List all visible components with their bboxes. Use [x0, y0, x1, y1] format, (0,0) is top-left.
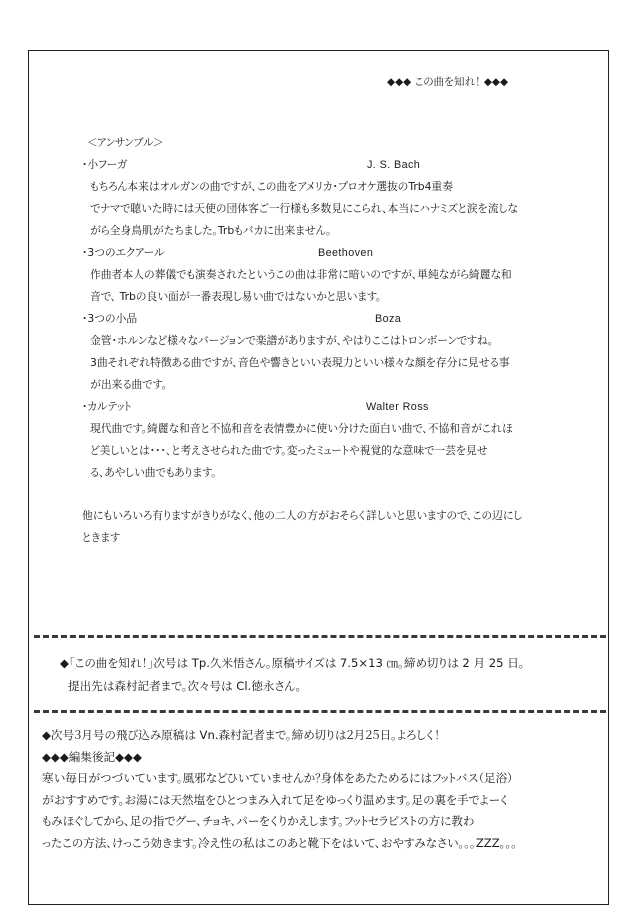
- section-banner: ◆◆◆ この曲を知れ！ ◆◆◆: [387, 76, 509, 88]
- dashed-divider: [34, 710, 606, 713]
- piece-body-line: がら全身鳥肌がたちました。Trbもバカに出来ません。: [90, 224, 332, 237]
- piece-title: ・3つのエクアール: [82, 246, 165, 259]
- afterword-line: もみほぐしてから、足の指でグー、チョキ、パーをくりかえします。フットセラピストの方に教わ: [42, 814, 475, 829]
- piece-body-line: る、あやしい曲でもあります。: [90, 466, 217, 479]
- piece-title: ・小フーガ: [82, 158, 128, 171]
- piece-body-line: ど美しいとは・・・、と考えさせられた曲です。変ったミュートや視覚的な意味で一芸を見せ: [90, 444, 488, 457]
- piece-body-line: 3曲それぞれ特徴ある曲ですが、音色や響きといい表現力といい様々な顔を存分に見せる事: [90, 356, 510, 369]
- afterword-line: 寒い毎日がつづいています。風邪などひいていませんか？身体をあたためるにはフットバス（足浴）: [42, 771, 513, 786]
- closing-line: 他にもいろいろ有りますがきりがなく、他の二人の方がおそらく詳しいと思いますので、この辺にし: [82, 509, 523, 522]
- afterword-line: ったこの方法、けっこう効きます。冷え性の私はこのあと靴下をはいて、おやすみなさい。。。ZZZ。。。: [42, 835, 518, 850]
- piece-body-line: 金管・ホルンなど様々なバージョンで楽譜がありますが、やはりここはトロンボーンですね。: [90, 334, 494, 347]
- piece-body-line: でナマで聴いた時には天使の団体客ご一行様も多数見にこられ、本当にハナミズと涙を流しな: [90, 202, 518, 215]
- piece-title-row: [0, 154, 640, 176]
- ensemble-heading: ＜アンサンブル＞: [88, 136, 163, 149]
- dashed-divider: [34, 635, 606, 638]
- next-feature-line: ◆「この曲を知れ！」次号は Tp.久米悟さん。原稿サイズは 7.5×13 ㎝。締め切りは 2 月 25 日。: [60, 656, 525, 670]
- piece-composer: Beethoven: [318, 247, 374, 259]
- ensemble-section: [0, 132, 640, 484]
- piece-composer: Walter Ross: [366, 401, 429, 413]
- closing-line: ときます: [82, 531, 120, 544]
- piece-title-row: [0, 396, 640, 418]
- piece-title: ・カルテット: [82, 400, 132, 413]
- piece-title-row: [0, 242, 640, 264]
- piece-body-line: 音で、 Trbの良い面が一番表現し易い曲ではないかと思います。: [90, 290, 382, 303]
- piece-title-row: [0, 308, 640, 330]
- piece-composer: J. S. Bach: [367, 159, 421, 171]
- afterword-heading: ◆◆◆編集後記◆◆◆: [42, 749, 142, 764]
- deadline-notice: ◆次号３月号の飛び込み原稿は Vn.森村記者まで。締め切りは２月２５日。よろしく！: [42, 728, 441, 742]
- piece-body-line: 作曲者本人の葬儀でも演奏されたというこの曲は非常に暗いのですが、単純ながら綺麗な和: [90, 268, 512, 281]
- next-feature-line: 提出先は森村記者まで。次々号は Cl.徳永さん。: [68, 679, 302, 693]
- afterword-line: がおすすめです。お湯には天然塩をひとつまみ入れて足をゆっくり温めます。足の裏を手でよーく: [42, 792, 509, 807]
- piece-body-line: が出来る曲です。: [90, 378, 167, 391]
- closing-paragraph: [82, 505, 522, 549]
- piece-composer: Boza: [375, 313, 402, 325]
- piece-title: ・3つの小品: [82, 312, 138, 325]
- piece-body-line: 現代曲です。綺麗な和音と不協和音を表情豊かに使い分けた面白い曲で、不協和音がこれほ: [90, 422, 513, 435]
- editorial-notices: [42, 725, 517, 855]
- piece-body-line: もちろん本来はオルガンの曲ですが、この曲をアメリカ・プロオケ選抜のTrb4重奏: [90, 180, 454, 193]
- next-feature-notice: [0, 652, 640, 698]
